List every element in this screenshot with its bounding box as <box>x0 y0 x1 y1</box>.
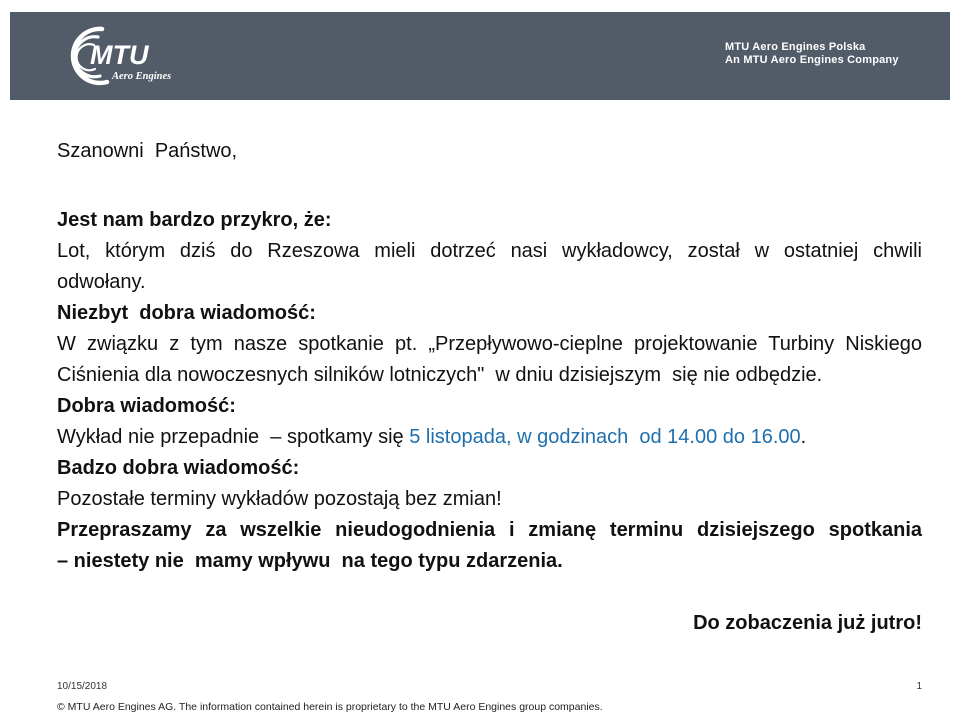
heading-good-news: Dobra wiadomość: <box>57 395 236 417</box>
paragraph-reschedule <box>57 422 922 453</box>
heading-very-good-news: Badzo dobra wiadomość: <box>57 457 300 479</box>
header-bar <box>10 12 950 100</box>
paragraph-flight-line2: odwołany. <box>57 271 146 293</box>
paragraph-apology-line2: – niestety nie mamy wpływu na tego typu zdarzenia. <box>57 550 563 572</box>
footer-page-number: 1 <box>916 681 922 692</box>
company-name-block <box>725 41 899 67</box>
heading-sorry: Jest nam bardzo przykro, że: <box>57 209 332 231</box>
vertical-spacer <box>57 167 922 205</box>
paragraph-apology-line1: Przepraszamy za wszelkie nieudogodnienia i zmianę terminu dzisiejszego spotkania <box>57 519 922 541</box>
paragraph-flight-line1: Lot, którym dziś do Rzeszowa mieli dotrzeć nasi wykładowcy, został w ostatniej chwili <box>57 240 922 262</box>
closing-line: Do zobaczenia już jutro! <box>693 612 922 634</box>
paragraph-meeting-line1: W związku z tym nasze spotkanie pt. „Przepływowo-cieplne projektowanie Turbiny Niskiego <box>57 333 922 355</box>
company-line-1: MTU Aero Engines Polska <box>725 41 866 53</box>
footer-copyright: © MTU Aero Engines AG. The information contained herein is proprietary to the MTU Aero Engines group companies. <box>57 701 603 713</box>
mtu-logo-icon <box>58 24 186 90</box>
paragraph-other-dates: Pozostałe terminy wykładów pozostają bez zmian! <box>57 488 502 510</box>
company-line-2: An MTU Aero Engines Company <box>725 54 899 66</box>
slide-body <box>57 136 922 639</box>
greeting-line: Szanowni Państwo, <box>57 140 238 162</box>
paragraph-meeting-line2: Ciśnienia dla nowoczesnych silników lotniczych" w dniu dzisiejszym się nie odbędzie. <box>57 364 823 386</box>
footer-date: 10/15/2018 <box>57 681 108 692</box>
logo-brand-text: MTU <box>90 40 149 70</box>
reschedule-suffix: . <box>800 426 807 448</box>
logo-sub-text: Aero Engines <box>112 71 172 82</box>
reschedule-prefix: Wykład nie przepadnie – spotkamy się <box>57 426 410 448</box>
heading-not-good-news: Niezbyt dobra wiadomość: <box>57 302 316 324</box>
reschedule-date-highlight: 5 listopada, w godzinach od 14.00 do 16.00 <box>409 426 801 448</box>
vertical-spacer <box>57 577 922 608</box>
